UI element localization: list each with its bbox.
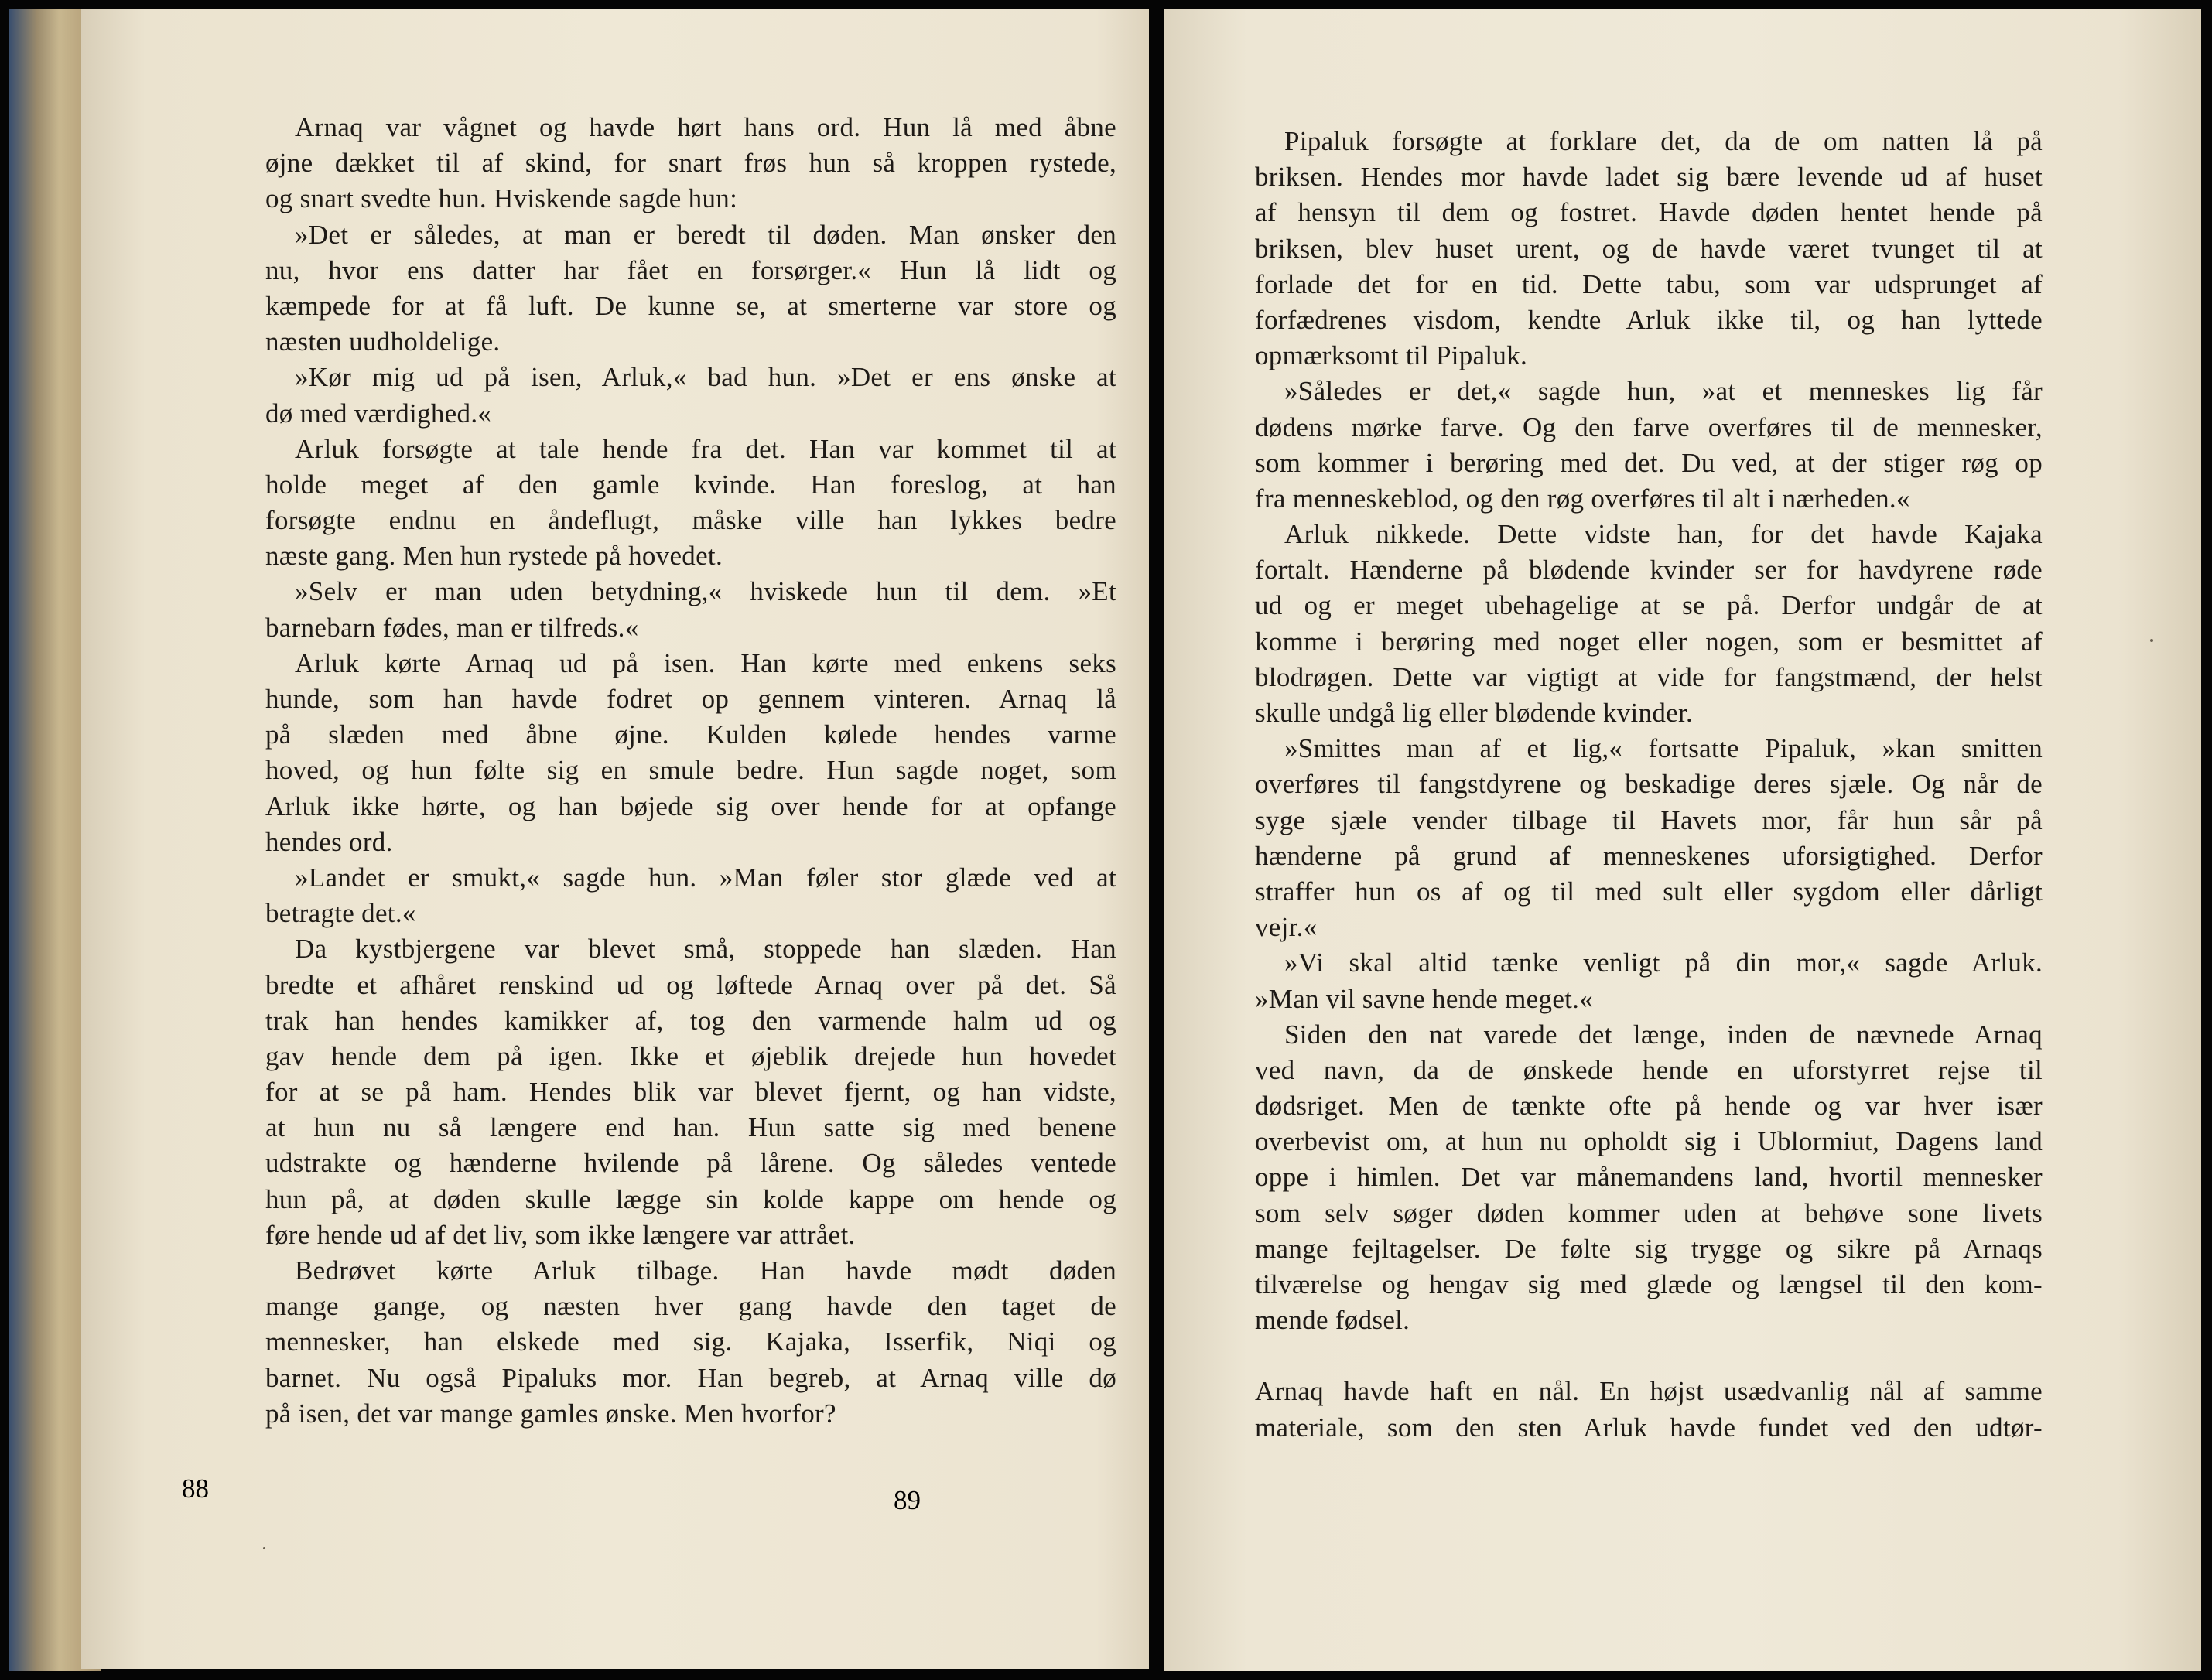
text-line: Arluk kørte Arnaq ud på isen. Han kørte med enkens seks <box>295 647 1116 678</box>
text-line: næste gang. Men hun rystede på hovedet. <box>265 541 723 572</box>
text-line: »Det er således, at man er beredt til døden. Man ønsker den <box>295 219 1116 250</box>
text-line: barnebarn fødes, man er tilfreds.« <box>265 612 639 643</box>
text-line: dødsriget. Men de tænkte ofte på hende og var hver især <box>1255 1091 2043 1122</box>
text-line: forsøgte endnu en åndeflugt, måske ville han lykkes bedre <box>265 505 1116 536</box>
text-line: bredte et afhåret renskind ud og løftede Arnaq over på det. Så <box>265 969 1116 1000</box>
text-line: »Selv er man uden betydning,« hviskede hun til dem. »Et <box>295 576 1116 607</box>
text-line: føre hende ud af det liv, som ikke længere var attrået. <box>265 1219 856 1250</box>
text-line: gav hende dem på igen. Ikke et øjeblik drejede hun hovedet <box>265 1040 1116 1071</box>
text-line: skulle undgå lig eller blødende kvinder. <box>1255 698 1694 728</box>
text-line: »Landet er smukt,« sagde hun. »Man føler stor glæde ved at <box>295 862 1116 893</box>
right-page-text <box>1255 124 2043 1446</box>
text-line: på isen, det var mange gamles ønske. Men hvorfor? <box>265 1398 836 1429</box>
text-line: hendes ord. <box>265 826 393 857</box>
text-line: »Vi skal altid tænke venligt på din mor,« sagde Arluk. <box>1284 948 2043 978</box>
text-line: nu, hvor ens datter har fået en forsørger.« Hun lå lidt og <box>265 254 1116 285</box>
text-line: materiale, som den sten Arluk havde fundet ved den udtør- <box>1255 1412 2043 1443</box>
text-line: syge sjæle vender tilbage til Havets mor, får hun sår på <box>1255 804 2043 835</box>
text-line: af hensyn til dem og fostret. Havde døden hentet hende på <box>1255 197 2043 228</box>
text-line: Arluk forsøgte at tale hende fra det. Han var kommet til at <box>295 433 1116 464</box>
text-line: Arluk nikkede. Dette vidste han, for det havde Kajaka <box>1284 519 2043 550</box>
text-line: Arnaq havde haft en nål. En højst usædvanlig nål af samme <box>1255 1376 2043 1407</box>
right-page-number: 89 <box>894 1485 921 1515</box>
text-line: på slæden med åbne øjne. Kulden kølede hendes varme <box>265 719 1116 750</box>
text-line: mange fejltagelser. De følte sig trygge og sikre på Arnaqs <box>1255 1233 2043 1264</box>
text-line: briksen, blev huset urent, og de havde været tvunget til at <box>1255 233 2043 264</box>
section-break <box>1255 1338 2043 1374</box>
text-line: hun på, at døden skulle lægge sin kolde kappe om hende og <box>265 1183 1116 1214</box>
text-line: kæmpede for at få luft. De kunne se, at smerterne var store og <box>265 290 1116 321</box>
text-line: »Man vil savne hende meget.« <box>1255 983 1594 1014</box>
text-line: hoved, og hun følte sig en smule bedre. Hun sagde noget, som <box>265 755 1116 786</box>
text-line: forlade det for en tid. Dette tabu, som var udsprunget af <box>1255 268 2043 299</box>
paper-speck <box>2150 639 2153 642</box>
text-line: oppe i himlen. Det var månemandens land, hvortil mennesker <box>1255 1162 2043 1193</box>
text-line: Siden den nat varede det længe, inden de nævnede Arnaq <box>1284 1019 2043 1050</box>
text-line: briksen. Hendes mor havde ladet sig bære levende ud af huset <box>1255 162 2043 193</box>
text-line: dødens mørke farve. Og den farve overføres til de mennesker, <box>1255 411 2043 442</box>
text-line: holde meget af den gamle kvinde. Han foreslog, at han <box>265 469 1116 500</box>
text-line: for at se på ham. Hendes blik var blevet fjernt, og han vidste, <box>265 1077 1116 1108</box>
text-line: straffer hun os af og til med sult eller sygdom eller dårligt <box>1255 876 2043 907</box>
text-line: mange gange, og næsten hver gang havde den taget de <box>265 1291 1116 1322</box>
text-line: ved navn, da de ønskede hende en uforstyrret rejse til <box>1255 1054 2043 1085</box>
text-line: Arluk ikke hørte, og han bøjede sig over hende for at opfange <box>265 790 1116 821</box>
text-line: overbevist om, at hun nu opholdt sig i Ublormiut, Dagens land <box>1255 1126 2043 1157</box>
text-line: »Kør mig ud på isen, Arluk,« bad hun. »Det er ens ønske at <box>295 362 1116 393</box>
text-line: Pipaluk forsøgte at forklare det, da de om natten lå på <box>1284 126 2043 156</box>
text-line: forfædrenes visdom, kendte Arluk ikke til, og han lyttede <box>1255 304 2043 335</box>
paper-speck <box>263 1547 265 1549</box>
text-line: »Således er det,« sagde hun, »at et menneskes lig får <box>1284 376 2043 407</box>
left-page-text <box>265 110 1116 1432</box>
left-page <box>81 9 1149 1669</box>
text-line: Bedrøvet kørte Arluk tilbage. Han havde mødt døden <box>295 1255 1116 1286</box>
text-line: Arnaq var vågnet og havde hørt hans ord. Hun lå med åbne <box>295 112 1116 142</box>
text-line: fra menneskeblod, og den røg overføres til alt i nærheden.« <box>1255 483 1910 514</box>
text-line: hunde, som han havde fodret op gennem vinteren. Arnaq lå <box>265 684 1116 714</box>
text-line: ud og er meget ubehagelige at se på. Derfor undgår de at <box>1255 590 2043 621</box>
text-line: og snart svedte hun. Hviskende sagde hun: <box>265 183 738 214</box>
text-line: mennesker, han elskede med sig. Kajaka, Isserfik, Niqi og <box>265 1327 1116 1357</box>
text-line: betragte det.« <box>265 898 416 929</box>
text-line: som selv søger døden kommer uden at behøve sone livets <box>1255 1197 2043 1228</box>
text-line: hænderne på grund af menneskenes uforsigtighed. Derfor <box>1255 840 2043 871</box>
text-line: vejr.« <box>1255 912 1318 943</box>
text-line: fortalt. Hænderne på blødende kvinder ser for havdyrene røde <box>1255 555 2043 586</box>
text-line: Da kystbjergene var blevet små, stoppede han slæden. Han <box>295 934 1116 965</box>
left-page-number: 88 <box>182 1473 209 1504</box>
text-line: øjne dækket til af skind, for snart frøs hun så kroppen rystede, <box>265 148 1116 179</box>
text-line: »Smittes man af et lig,« fortsatte Pipaluk, »kan smitten <box>1284 733 2043 764</box>
text-line: som kommer i berøring med det. Du ved, at der stiger røg op <box>1255 447 2043 478</box>
text-line: komme i berøring med noget eller nogen, som er besmittet af <box>1255 626 2043 657</box>
text-line: trak han hendes kamikker af, tog den varmende halm ud og <box>265 1005 1116 1036</box>
right-page <box>1164 9 2201 1671</box>
text-line: at hun nu så længere end han. Hun satte sig med benene <box>265 1112 1116 1143</box>
text-line: blodrøgen. Dette var vigtigt at vide for fangstmænd, der helst <box>1255 661 2043 692</box>
text-line: opmærksomt til Pipaluk. <box>1255 340 1528 371</box>
text-line: overføres til fangstdyrene og beskadige deres sjæle. Og når de <box>1255 769 2043 800</box>
text-line: udstrakte og hænderne hvilende på lårene. Og således ventede <box>265 1148 1116 1179</box>
text-line: tilværelse og hengav sig med glæde og længsel til den kom- <box>1255 1269 2043 1299</box>
text-line: barnet. Nu også Pipaluks mor. Han begreb, at Arnaq ville dø <box>265 1362 1116 1393</box>
text-line: dø med værdighed.« <box>265 398 492 429</box>
text-line: mende fødsel. <box>1255 1305 1410 1336</box>
text-line: næsten uudholdelige. <box>265 326 501 357</box>
